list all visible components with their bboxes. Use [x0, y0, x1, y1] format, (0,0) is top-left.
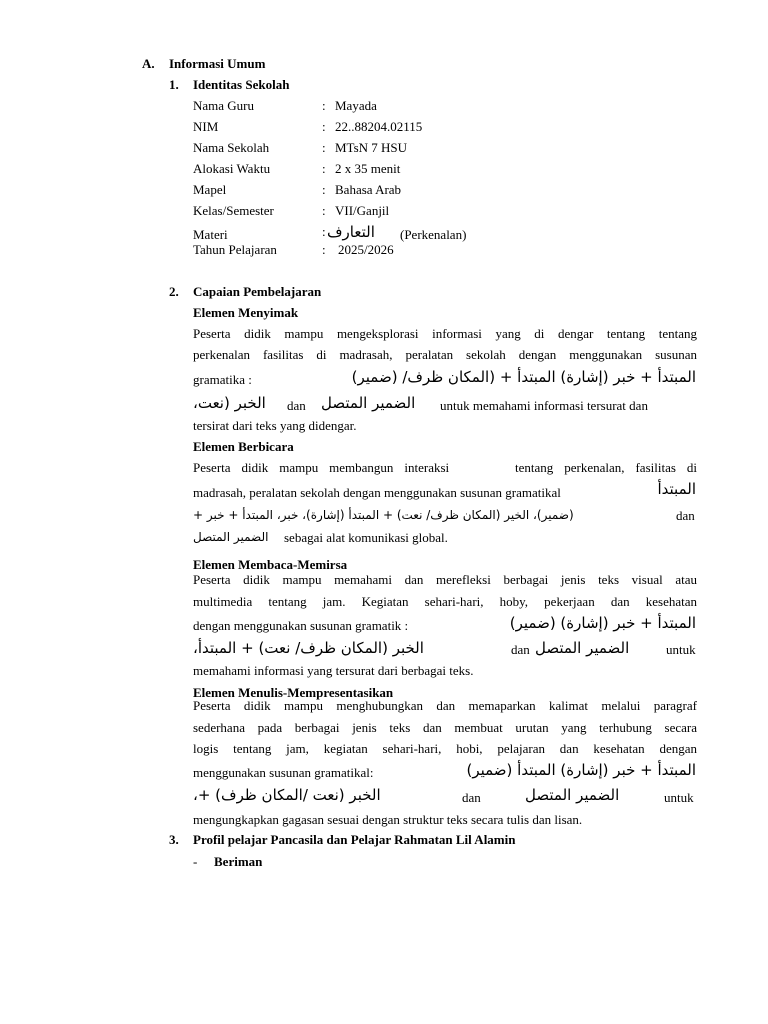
identity-value: Mayada	[335, 98, 377, 113]
identity-label: Nama Sekolah	[193, 140, 270, 155]
identity-colon: :	[322, 161, 326, 176]
menyimak-arabic: المبتدأ + خبر (إشارة) المبتدأ + (المكان ظرف/ (ضمير)	[351, 368, 696, 386]
membaca-line: memahami informasi yang tersurat dari berbagai teks.	[193, 663, 474, 678]
identity-value: 2025/2026	[338, 242, 394, 257]
berbicara-line: sebagai alat komunikasi global.	[284, 530, 448, 545]
menulis-dan: dan	[462, 790, 481, 805]
identity-value: 2 x 35 menit	[335, 161, 401, 176]
menyimak-arabic: الخبر (نعت،	[193, 394, 266, 412]
materi-arabic: التعارف	[327, 223, 375, 241]
identity-label: Mapel	[193, 182, 227, 197]
identity-colon: :	[322, 182, 326, 197]
membaca-line: dengan menggunakan susunan gramatik :	[193, 618, 409, 633]
identity-colon: :	[322, 119, 326, 134]
identity-value: VII/Ganjil	[335, 203, 390, 218]
membaca-dan: dan	[511, 642, 530, 657]
membaca-line: Peserta didik mampu memahami dan merefleksi berbagai jenis teks visual atau	[193, 572, 697, 587]
membaca-line: multimedia tentang jam. Kegiatan sehari-hari, hoby, pekerjaan dan kesehatan	[193, 594, 697, 609]
menulis-arabic: الخبر (نعت /المكان ظرف) +،	[193, 786, 381, 804]
section-a-marker: A.	[142, 56, 155, 71]
menulis-line: untuk	[664, 790, 694, 805]
menyimak-arabic: الضمير المتصل	[321, 394, 416, 412]
identity-label: Alokasi Waktu	[193, 161, 271, 176]
menyimak-line: untuk memahami informasi tersurat dan	[440, 398, 648, 413]
menulis-line: Peserta didik mampu menghubungkan dan memaparkan kalimat melalui paragraf	[193, 698, 697, 713]
menyimak-line: Peserta didik mampu mengeksplorasi informasi yang di dengar tentang tentang	[193, 326, 697, 341]
membaca-arabic: المبتدأ + خبر (إشارة) (ضمير)	[509, 614, 696, 632]
item-1-marker: 1.	[169, 77, 179, 92]
menulis-arabic: الضمير المتصل	[525, 786, 620, 804]
menulis-arabic: المبتدأ + خبر (إشارة) المبتدأ (ضمير)	[466, 761, 696, 779]
identity-label: NIM	[193, 119, 219, 134]
menyimak-line: gramatika :	[193, 372, 252, 387]
menulis-line: sederhana pada berbagai jenis teks dan membuat urutan yang terhubung secara	[193, 720, 697, 735]
materi-latin: (Perkenalan)	[400, 227, 467, 242]
identity-colon: :	[322, 98, 326, 113]
identity-value: 22..88204.02115	[335, 119, 423, 134]
identity-label: Tahun Pelajaran	[193, 242, 277, 257]
membaca-title: Elemen Membaca-Memirsa	[193, 557, 348, 572]
identity-label: Materi	[193, 227, 228, 242]
identity-colon: :	[322, 224, 326, 239]
identity-label: Nama Guru	[193, 98, 255, 113]
item-2-marker: 2.	[169, 284, 179, 299]
berbicara-line: Peserta didik mampu membangun interaksi tentang perkenalan, fasilitas di	[193, 460, 697, 475]
menulis-line: logis tentang jam, kegiatan sehari-hari, hobi, pelajaran dan kesehatan dengan	[193, 741, 697, 756]
menulis-line: mengungkapkan gagasan sesuai dengan struktur teks secara tulis dan lisan.	[193, 812, 583, 827]
membaca-arabic: الخبر (المكان ظرف/ نعت) + المبتدأ،	[193, 639, 424, 657]
item-2-title: Capaian Pembelajaran	[193, 284, 322, 299]
berbicara-dan: dan	[676, 508, 695, 523]
identity-value: MTsN 7 HSU	[335, 140, 408, 155]
menyimak-title: Elemen Menyimak	[193, 305, 299, 320]
menyimak-dan: dan	[287, 398, 306, 413]
membaca-line: untuk	[666, 642, 696, 657]
identity-value: Bahasa Arab	[335, 182, 402, 197]
item-3-title: Profil pelajar Pancasila dan Pelajar Rahmatan Lil Alamin	[193, 832, 516, 847]
identity-colon: :	[322, 242, 326, 257]
berbicara-arabic: (ضمير)، الخير (المكان ظرف/ نعت) + المبتدأ (إشارة)، خبر، المبتدأ + خبر +	[193, 508, 574, 522]
berbicara-title: Elemen Berbicara	[193, 439, 294, 454]
identity-colon: :	[322, 140, 326, 155]
identity-colon: :	[322, 203, 326, 218]
beriman-bullet: -	[193, 854, 198, 869]
menulis-line: menggunakan susunan gramatikal:	[193, 765, 374, 780]
berbicara-arabic: المبتدأ	[657, 480, 696, 498]
menulis-title: Elemen Menulis-Mempresentasikan	[193, 685, 394, 700]
berbicara-arabic: الضمير المتصل	[193, 530, 269, 544]
item-3-marker: 3.	[169, 832, 179, 847]
identity-label: Kelas/Semester	[193, 203, 274, 218]
item-1-title: Identitas Sekolah	[193, 77, 290, 92]
menyimak-line: perkenalan fasilitas di madrasah, peralatan sekolah dengan menggunakan susunan	[193, 347, 697, 362]
section-a-title: Informasi Umum	[169, 56, 266, 71]
beriman-label: Beriman	[214, 854, 263, 869]
menyimak-line: tersirat dari teks yang didengar.	[193, 418, 357, 433]
berbicara-line: madrasah, peralatan sekolah dengan menggunakan susunan gramatikal	[193, 485, 561, 500]
membaca-arabic: الضمير المتصل	[535, 639, 630, 657]
